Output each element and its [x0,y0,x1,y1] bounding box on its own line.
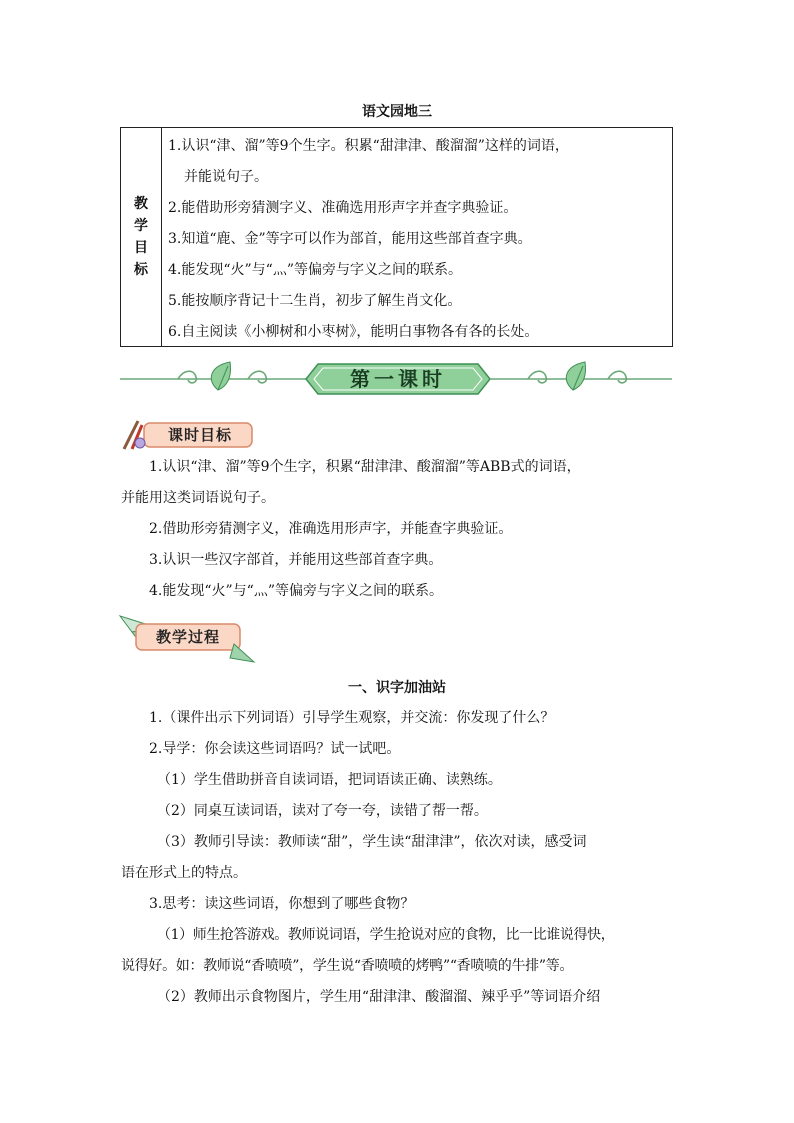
lesson-goal-item: 并能用这类词语说句子。 [121,490,275,506]
goal-item: 4.能发现“火”与“灬”等偏旁与字义之间的联系。 [168,262,462,278]
process-line: 1.（课件出示下列词语）引导学生观察，并交流：你发现了什么？ [149,710,555,726]
lesson-banner [118,358,674,400]
goals-label: 教学目标 [134,196,148,278]
goal-item: 2.能借助形旁猜测字义、准确选用形声字并查字典验证。 [168,200,518,216]
process-line: 2.导学：你会读这些词语吗？试一试吧。 [149,741,401,757]
process-line: 3.思考：读这些词语，你想到了哪些食物？ [149,896,415,912]
process-line: （1）师生抢答游戏。教师说词语，学生抢说对应的食物，比一比谁说得快， [157,927,615,943]
process-line: （2）同桌互读词语，读对了夸一夸，读错了帮一帮。 [157,803,488,819]
goal-item: 并能说句子。 [184,169,268,185]
banner-text: 第一课时 [350,367,446,391]
teaching-goals-table [120,127,673,347]
goals-label-cell [121,128,162,346]
goal-item: 3.知道“鹿、金”等字可以作为部首，能用这些部首查字典。 [168,231,532,247]
process-line: （3）教师引导读：教师读“甜”，学生读“甜津津”，依次对读，感受词 [157,834,587,850]
lesson-goal-item: 1.认识“津、溜”等9个生字，积累“甜津津、酸溜溜”等ABB式的词语， [149,459,581,475]
badge-text-lesson-goals: 课时目标 [167,426,232,444]
brush-pen-icon [124,421,145,449]
leaf-icon [211,362,230,390]
process-line: 语在形式上的特点。 [121,865,247,881]
process-line: 说得好。如：教师说“香喷喷”，学生说“香喷喷的烤鸭”“香喷喷的牛排”等。 [121,958,574,974]
leaf-icon [566,362,585,390]
goals-list [162,128,672,346]
section-heading: 一、识字加油站 [348,680,446,696]
process-line: （1）学生借助拼音自读词语，把词语读正确、读熟练。 [157,772,502,788]
lesson-goal-item: 4.能发现“火”与“灬”等偏旁与字义之间的联系。 [149,583,443,599]
badge-text-teaching-process: 教学过程 [155,628,220,646]
lesson-goal-item: 3.认识一些汉字部首，并能用这些部首查字典。 [149,552,443,568]
lesson-goal-item: 2.借助形旁猜测字义，准确选用形声字，并能查字典验证。 [149,521,513,537]
process-line: （2）教师出示食物图片，学生用“甜津津、酸溜溜、辣乎乎”等词语介绍 [157,989,601,1005]
goal-item: 1.认识“津、溜”等9个生字。积累“甜津津、酸溜溜”这样的词语， [168,138,569,154]
goal-item: 6.自主阅读《小柳树和小枣树》，能明白事物各有各的长处。 [168,324,539,340]
goal-item: 5.能按顺序背记十二生肖，初步了解生肖文化。 [168,293,462,309]
page-title: 语文园地三 [362,104,432,120]
